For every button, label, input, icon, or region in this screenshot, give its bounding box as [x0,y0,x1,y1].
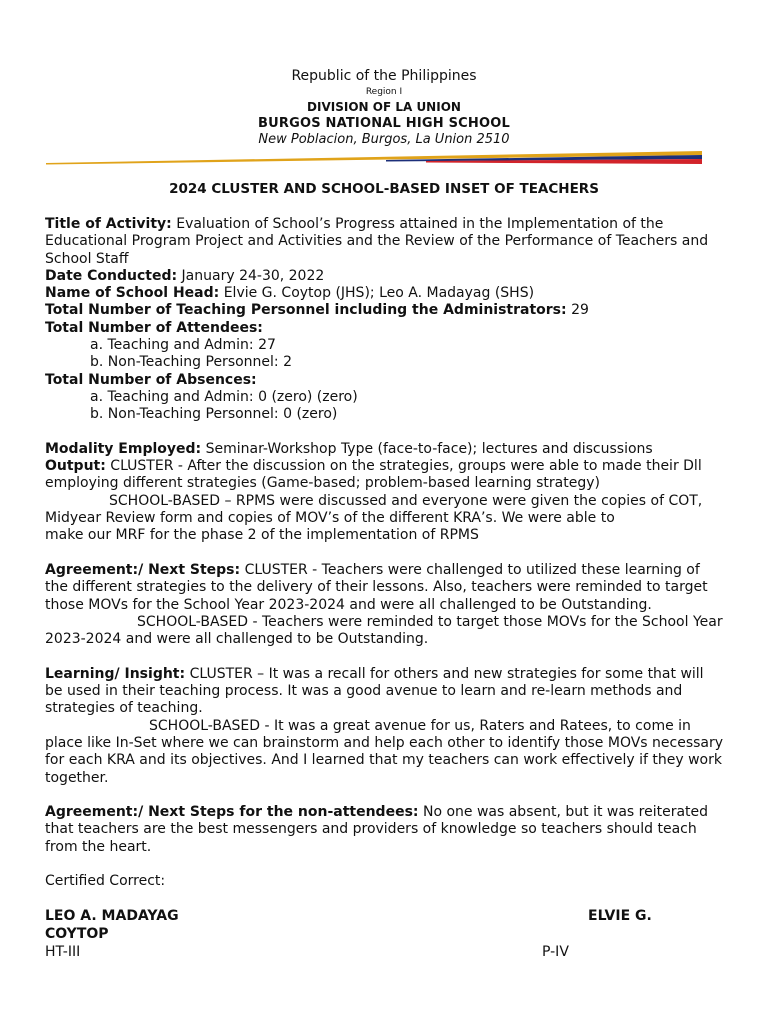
report-body [45,216,725,891]
signatory-left-title: HT-III [45,944,81,960]
header-region: Region I [365,87,403,97]
date-label: Date Conducted: [45,267,178,284]
agreement-cluster: CLUSTER - Teachers were challenged to utilized these learning of the different strategies to the delivery of their lessons. Also, teachers were reminded to target those MOVs for the School Year 2023-2024 and were all challenged to be Outstanding. [45,561,708,613]
header-address: New Poblacion, Burgos, La Union 2510 [258,132,510,147]
header-country: Republic of the Philippines [291,68,477,84]
learning-label: Learning/ Insight: [45,665,186,682]
agreement-school: SCHOOL-BASED - Teachers were reminded to target those MOVs for the School Year 2023-2024 and were all challenged to be Outstanding. [45,613,723,648]
nonattendees-line [45,804,725,856]
personnel-value: 29 [571,302,589,319]
output-line [45,458,725,493]
nonattendees-label: Agreement:/ Next Steps for the non-attendees: [45,804,419,821]
absences-label: Total Number of Absences: [45,371,257,388]
date-value: January 24-30, 2022 [181,267,325,284]
agreement-label: Agreement:/ Next Steps: [45,561,241,578]
activity-label: Title of Activity: [45,216,172,232]
learning-school: SCHOOL-BASED - It was a great avenue for us, Raters and Ratees, to come in place like In-Set where we can brainstorm and help each other to identify those MOVs necessary for each KRA and its objectives. And I learned that my teachers can work effectively if they work together. [45,717,724,786]
output-school-1: SCHOOL-BASED – RPMS were discussed and everyone were given the copies of COT, [109,492,703,509]
nonattendees-value: No one was absent, but it was reiterated that teachers are the best messengers and providers of knowledge so teachers should teach from the heart. [45,804,709,855]
output-cluster: CLUSTER - After the discussion on the strategies, groups were able to made their Dll employing different strategies (Game-based; problem-based learning strategy) [45,458,702,492]
header-divider-stripe [46,149,702,167]
signatory-right-name-cont: COYTOP [45,926,109,942]
certified-correct: Certified Correct: [45,873,166,890]
signatory-right-title: P-IV [542,944,569,960]
absences-teaching: a. Teaching and Admin: 0 (zero) (zero) [90,388,358,405]
head-line [45,285,725,302]
activity-line [45,216,725,268]
date-line [45,268,725,285]
personnel-label: Total Number of Teaching Personnel including the Administrators: [45,302,567,319]
head-label: Name of School Head: [45,285,220,302]
header-division: DIVISION OF LA UNION [307,100,461,114]
activity-value: Evaluation of School’s Progress attained in the Implementation of the Educational Program Project and Activities and the Review of the Performance of Teachers and School Staff [45,216,709,267]
output-label: Output: [45,458,106,475]
attendees-teaching: a. Teaching and Admin: 27 [90,337,276,354]
absences-nonteaching: b. Non-Teaching Personnel: 0 (zero) [90,406,338,423]
modality-label: Modality Employed: [45,440,202,457]
attendees-nonteaching: b. Non-Teaching Personnel: 2 [90,354,292,371]
agreement-line [45,562,725,614]
signatory-left-name: LEO A. MADAYAG [45,908,179,924]
personnel-line [45,302,725,319]
attendees-label: Total Number of Attendees: [45,319,263,336]
signatory-right-name: ELVIE G. [588,908,652,924]
modality-value: Seminar-Workshop Type (face-to-face); lectures and discussions [205,440,653,457]
output-school-3: make our MRF for the phase 2 of the implementation of RPMS [45,527,479,544]
modality-line [45,441,725,458]
header-school: BURGOS NATIONAL HIGH SCHOOL [258,116,510,131]
head-value: Elvie G. Coytop (JHS); Leo A. Madayag (SHS) [223,285,535,302]
learning-line [45,666,725,718]
document-title: 2024 CLUSTER AND SCHOOL-BASED INSET OF TEACHERS [169,181,599,197]
learning-cluster: CLUSTER – It was a recall for others and new strategies for some that will be used in their teaching process. It was a good avenue to learn and re-learn methods and strategies of teaching. [45,665,704,717]
output-school-2: Midyear Review form and copies of MOV’s of the different KRA’s. We were able to [45,510,615,527]
